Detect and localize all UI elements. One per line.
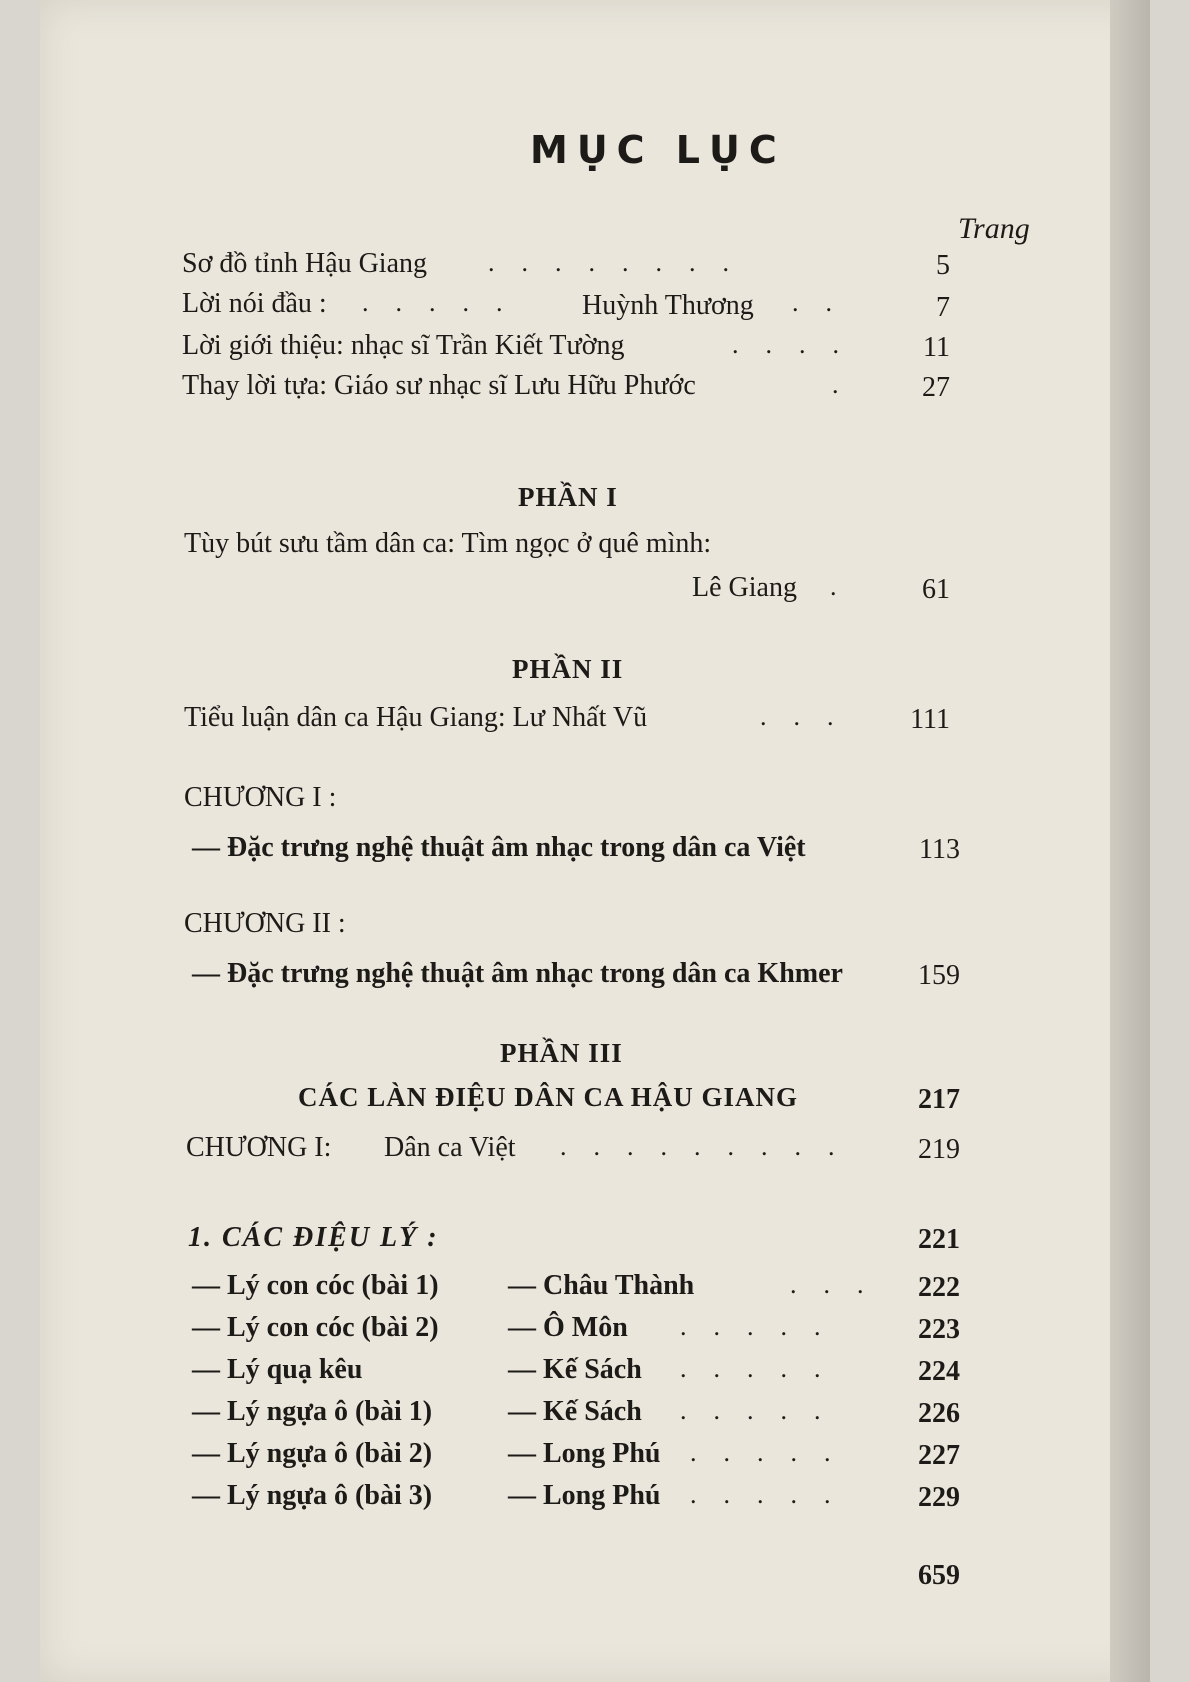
dot-leader: ......... bbox=[560, 1132, 862, 1161]
toc-page: 229 bbox=[918, 1482, 960, 1513]
song-name: — Lý ngựa ô (bài 1) bbox=[192, 1396, 433, 1427]
toc-page: 111 bbox=[910, 704, 950, 735]
toc-page: 27 bbox=[922, 372, 950, 403]
toc-entry-preface: Thay lời tựa: Giáo sư nhạc sĩ Lưu Hữu Phước bbox=[182, 370, 696, 401]
part-heading: PHẦN I bbox=[518, 482, 618, 512]
dot-leader: ..... bbox=[362, 288, 530, 317]
chapter-label: CHƯƠNG I: bbox=[186, 1132, 332, 1163]
toc-page: 61 bbox=[922, 574, 950, 605]
toc-page: 217 bbox=[918, 1084, 960, 1115]
toc-page: 219 bbox=[918, 1134, 960, 1165]
part-heading: PHẦN III bbox=[500, 1038, 623, 1068]
dot-leader: . bbox=[832, 370, 866, 399]
song-name: — Lý con cóc (bài 2) bbox=[192, 1312, 439, 1343]
page-title: MỤC LỤC bbox=[530, 128, 786, 172]
toc-page: 224 bbox=[918, 1356, 960, 1387]
page-column-label: Trang bbox=[958, 212, 1030, 245]
toc-entry-chapter-item: — Đặc trưng nghệ thuật âm nhạc trong dân ca Việt bbox=[192, 832, 806, 863]
dot-leader: ..... bbox=[680, 1354, 848, 1383]
toc-page: 227 bbox=[918, 1440, 960, 1471]
toc-page: 11 bbox=[923, 332, 950, 363]
toc-page: 5 bbox=[936, 250, 950, 281]
toc-page: 221 bbox=[918, 1224, 960, 1255]
dot-leader: .. bbox=[792, 288, 859, 317]
dot-leader: ..... bbox=[690, 1480, 858, 1509]
dot-leader: ........ bbox=[488, 248, 756, 277]
song-place: — Long Phú bbox=[508, 1438, 661, 1469]
toc-entry-map: Sơ đồ tỉnh Hậu Giang bbox=[182, 248, 428, 279]
song-place: — Kế Sách bbox=[508, 1354, 642, 1385]
toc-entry-introduction: Lời giới thiệu: nhạc sĩ Trần Kiết Tường bbox=[182, 330, 625, 361]
dot-leader: ... bbox=[790, 1270, 891, 1299]
dot-leader: .... bbox=[732, 330, 866, 359]
toc-page: 226 bbox=[918, 1398, 960, 1429]
toc-entry-treatise: Tiểu luận dân ca Hậu Giang: Lư Nhất Vũ bbox=[184, 702, 648, 733]
song-name: — Lý con cóc (bài 1) bbox=[192, 1270, 439, 1301]
song-name: — Lý ngựa ô (bài 2) bbox=[192, 1438, 433, 1469]
page-edge bbox=[1110, 0, 1150, 1682]
toc-page: 159 bbox=[918, 960, 960, 991]
song-name: — Lý quạ kêu bbox=[192, 1354, 363, 1385]
dot-leader: ..... bbox=[680, 1396, 848, 1425]
toc-page: 222 bbox=[918, 1272, 960, 1303]
dot-leader: . bbox=[830, 572, 864, 601]
section-heading: 1. CÁC ĐIỆU LÝ : bbox=[188, 1222, 439, 1253]
toc-entry-essay: Tùy bút sưu tầm dân ca: Tìm ngọc ở quê mình: bbox=[184, 528, 712, 559]
book-page bbox=[40, 0, 1150, 1682]
chapter-label: CHƯƠNG II : bbox=[184, 908, 346, 939]
toc-page: 7 bbox=[936, 292, 950, 323]
toc-page: 223 bbox=[918, 1314, 960, 1345]
part-subtitle: CÁC LÀN ĐIỆU DÂN CA HẬU GIANG bbox=[298, 1082, 799, 1112]
dot-leader: ... bbox=[760, 702, 861, 731]
page-number: 659 bbox=[918, 1560, 960, 1591]
chapter-label: CHƯƠNG I : bbox=[184, 782, 337, 813]
part-heading: PHẦN II bbox=[512, 654, 624, 684]
song-name: — Lý ngựa ô (bài 3) bbox=[192, 1480, 433, 1511]
toc-page: 113 bbox=[919, 834, 960, 865]
chapter-title: Dân ca Việt bbox=[384, 1132, 516, 1163]
song-place: — Châu Thành bbox=[508, 1270, 695, 1301]
toc-author: Lê Giang bbox=[692, 572, 797, 603]
song-place: — Kế Sách bbox=[508, 1396, 642, 1427]
song-place: — Long Phú bbox=[508, 1480, 661, 1511]
song-place: — Ô Môn bbox=[508, 1312, 628, 1343]
dot-leader: ..... bbox=[680, 1312, 848, 1341]
toc-entry-foreword: Lời nói đầu : bbox=[182, 288, 327, 319]
toc-entry-chapter-item: — Đặc trưng nghệ thuật âm nhạc trong dân ca Khmer bbox=[192, 958, 843, 989]
toc-author: Huỳnh Thương bbox=[582, 290, 754, 321]
dot-leader: ..... bbox=[690, 1438, 858, 1467]
